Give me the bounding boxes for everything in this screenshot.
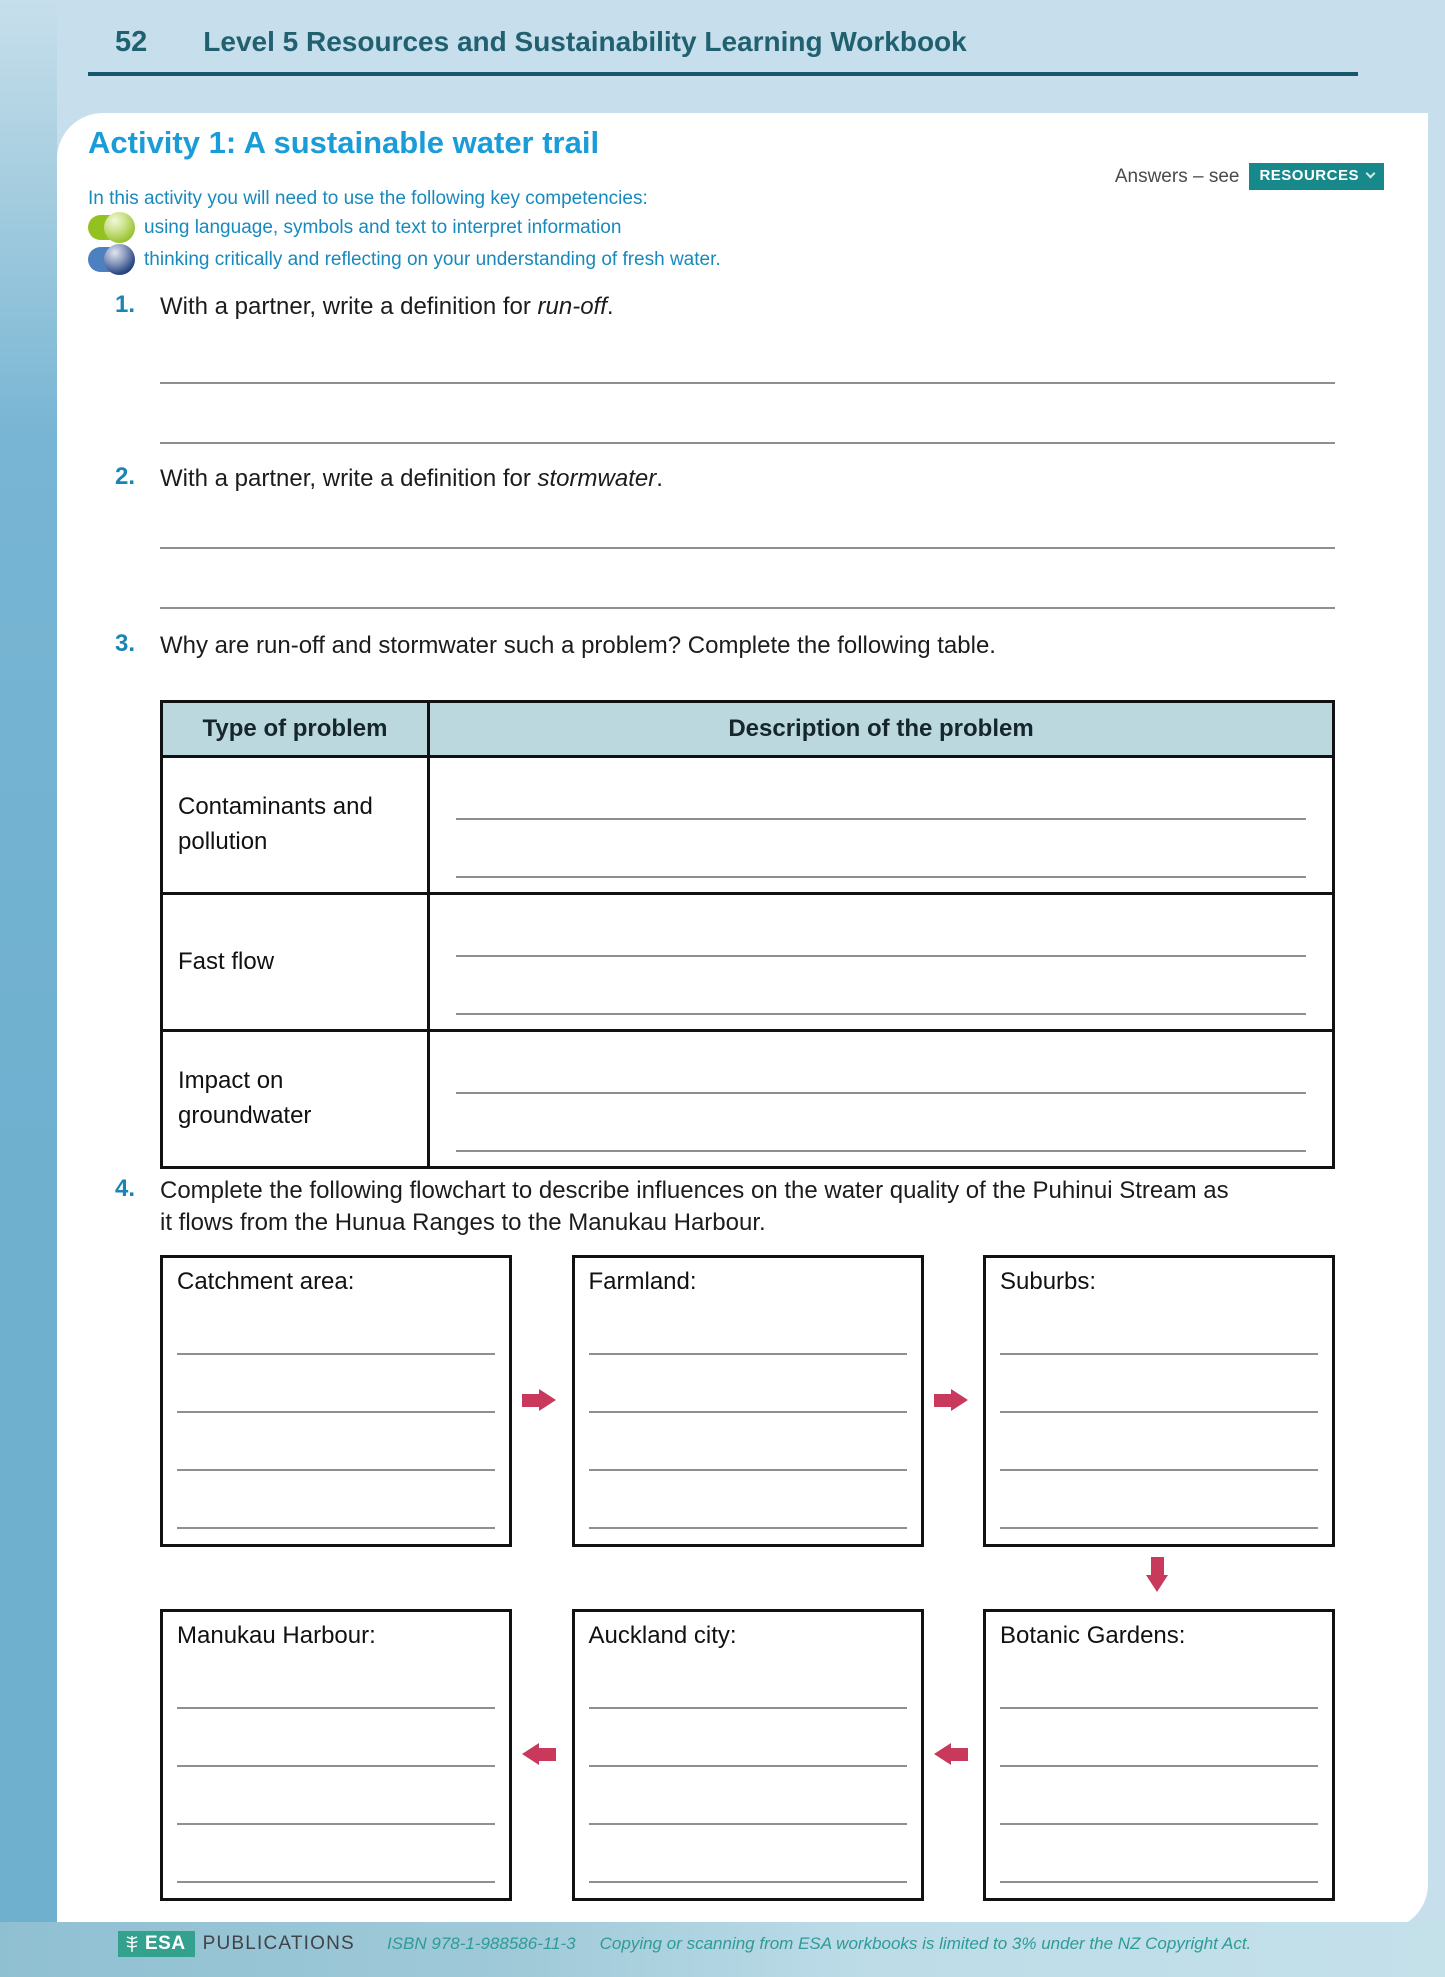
flowchart-spacer	[160, 1547, 1335, 1609]
row-label: Fast flow	[162, 894, 429, 1031]
row-label: Impact on groundwater	[162, 1031, 429, 1168]
answer-line	[456, 955, 1306, 957]
answer-line	[1000, 1823, 1318, 1825]
question-text: With a partner, write a definition for stormwater.	[160, 465, 663, 492]
competency-text: thinking critically and reflecting on your understanding of fresh water.	[144, 248, 721, 270]
green-spheres-icon	[88, 212, 135, 243]
book-title: Level 5 Resources and Sustainability Learning Workbook	[203, 26, 967, 57]
publisher-label: PUBLICATIONS	[202, 1933, 355, 1954]
resources-badge[interactable]	[1249, 163, 1384, 190]
fern-icon	[124, 1934, 140, 1954]
blue-spheres-icon	[88, 244, 135, 275]
question-number: 2.	[115, 463, 136, 490]
flowchart-box-catchment-area: Catchment area:	[160, 1255, 512, 1547]
answer-line	[1000, 1411, 1318, 1413]
page-header	[115, 26, 967, 59]
table-header-row	[162, 702, 1334, 757]
question-4	[57, 1175, 1367, 1240]
answer-line	[589, 1823, 907, 1825]
activity-title: Activity 1: A sustainable water trail	[88, 125, 600, 160]
answer-line	[160, 607, 1335, 609]
question-text: Complete the following flowchart to describe influences on the water quality of the Puhinui Stream as it flows from the Hunua Ranges to the Manukau Harbour.	[160, 1177, 1229, 1237]
answer-line	[456, 1150, 1306, 1152]
answers-note	[1115, 163, 1384, 190]
right-strip-decoration	[1428, 0, 1445, 1977]
row-description-cell	[429, 757, 1334, 894]
answer-line	[177, 1527, 495, 1529]
answer-line	[589, 1765, 907, 1767]
arrow-left-icon	[934, 1743, 968, 1765]
flowchart-box-suburbs: Suburbs:	[983, 1255, 1335, 1547]
answer-line	[1000, 1527, 1318, 1529]
flowchart-box-botanic-gardens: Botanic Gardens:	[983, 1609, 1335, 1901]
answer-line	[589, 1707, 907, 1709]
resources-badge-label: RESOURCES	[1259, 167, 1359, 184]
answer-line	[1000, 1707, 1318, 1709]
table-header-type: Type of problem	[162, 702, 429, 757]
answer-line	[177, 1353, 495, 1355]
answer-line	[177, 1881, 495, 1883]
question-2	[57, 463, 1367, 495]
arrow-left-icon	[522, 1743, 556, 1765]
answer-line	[456, 1092, 1306, 1094]
row-description-cell	[429, 894, 1334, 1031]
question-text: Why are run-off and stormwater such a problem? Complete the following table.	[160, 632, 996, 659]
answer-line	[177, 1707, 495, 1709]
answer-line	[589, 1881, 907, 1883]
flowchart-bottom-row	[160, 1609, 1335, 1901]
competency-item	[88, 212, 621, 243]
table-row	[162, 757, 1334, 894]
isbn-text: ISBN 978-1-988586-11-3	[386, 1934, 576, 1953]
answer-line	[589, 1469, 907, 1471]
activity-card	[57, 113, 1428, 1930]
answer-line	[177, 1765, 495, 1767]
answer-line	[177, 1411, 495, 1413]
row-description-cell	[429, 1031, 1334, 1168]
answer-line	[177, 1823, 495, 1825]
answer-line	[1000, 1353, 1318, 1355]
question-3	[57, 630, 1367, 662]
table-header-description: Description of the problem	[429, 702, 1334, 757]
arrow-right-icon	[934, 1389, 968, 1411]
question-number: 1.	[115, 291, 136, 318]
answer-line	[456, 818, 1306, 820]
table-row	[162, 1031, 1334, 1168]
page-footer	[0, 1922, 1445, 1977]
answer-line	[160, 547, 1335, 549]
answer-line	[589, 1353, 907, 1355]
esa-logo	[118, 1931, 195, 1957]
question-text: With a partner, write a definition for run-off.	[160, 293, 614, 320]
flowchart-top-row	[160, 1255, 1335, 1547]
question-1	[57, 291, 1367, 323]
esa-logo-text: ESA	[145, 1932, 186, 1954]
header-rule	[88, 72, 1358, 76]
row-label: Contaminants and pollution	[162, 757, 429, 894]
table-row	[162, 894, 1334, 1031]
flowchart-box-auckland-city: Auckland city:	[572, 1609, 924, 1901]
question-number: 3.	[115, 630, 136, 657]
left-strip-decoration	[0, 0, 57, 1977]
competency-text: using language, symbols and text to interpret information	[144, 216, 622, 238]
answer-line	[456, 1013, 1306, 1015]
arrow-right-icon	[522, 1389, 556, 1411]
answers-label: Answers – see	[1114, 165, 1240, 187]
answer-line	[1000, 1469, 1318, 1471]
chevron-down-icon	[1366, 169, 1376, 179]
flowchart-box-farmland: Farmland:	[572, 1255, 924, 1547]
answer-line	[1000, 1765, 1318, 1767]
flowchart-box-manukau-harbour: Manukau Harbour:	[160, 1609, 512, 1901]
answer-line	[177, 1469, 495, 1471]
answer-line	[160, 382, 1335, 384]
arrow-down-icon	[1146, 1557, 1168, 1592]
answer-line	[456, 876, 1306, 878]
answer-line	[589, 1527, 907, 1529]
page-number: 52	[115, 26, 148, 58]
question-number: 4.	[115, 1175, 136, 1202]
answer-line	[1000, 1881, 1318, 1883]
competency-item	[88, 244, 721, 275]
answer-line	[589, 1411, 907, 1413]
key-competencies-intro: In this activity you will need to use the following key competencies:	[88, 188, 648, 209]
answer-line	[160, 442, 1335, 444]
flowchart	[160, 1255, 1335, 1901]
problem-table	[160, 700, 1335, 1169]
copyright-text: Copying or scanning from ESA workbooks is limited to 3% under the NZ Copyright Act.	[599, 1934, 1252, 1953]
